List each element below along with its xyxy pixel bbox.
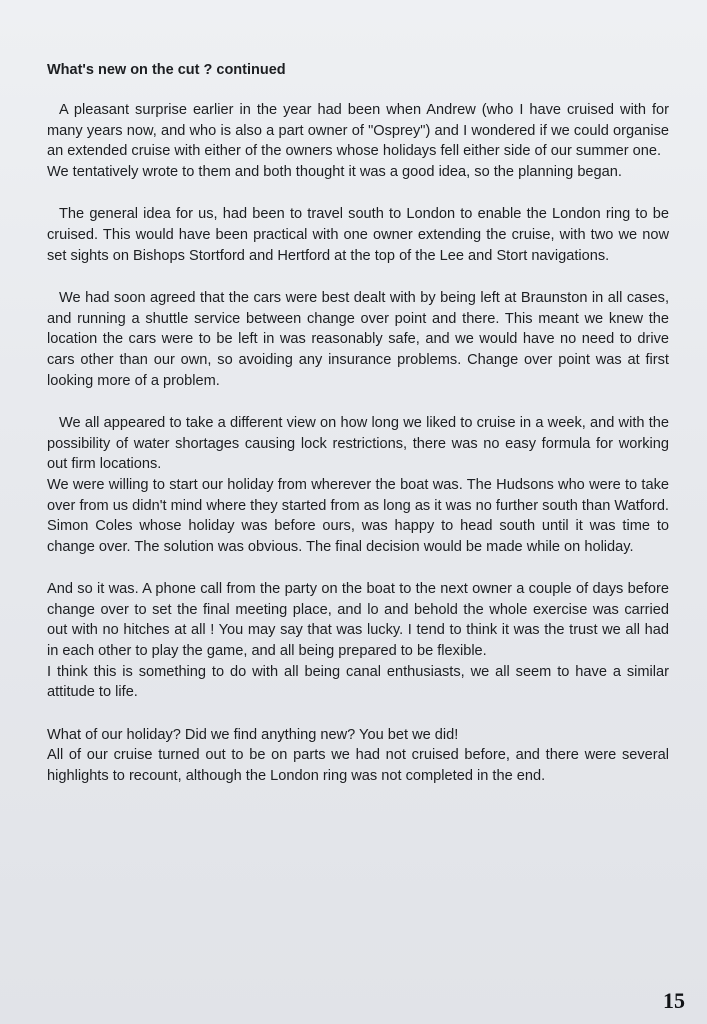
paragraph-9: What of our holiday? Did we find anything new? You bet we did! xyxy=(47,726,459,743)
text-column xyxy=(47,60,669,809)
paragraph-10: All of our cruise turned out to be on parts we had not cruised before, and there were several highlights to recount, although the London ring was not completed in the end. xyxy=(47,747,669,785)
paragraph-4: We had soon agreed that the cars were best dealt with by being left at Braunston in all cases, and running a shuttle service between change over point and there. This meant we knew the location the cars were to be left in was reasonably safe, and we would have no need to drive cars other than our own, so avoiding any insurance problems. Change over point was at first looking more of a problem. xyxy=(47,290,669,389)
paragraph-5: We all appeared to take a different view on how long we liked to cruise in a week, and with the possibility of water shortages causing lock restrictions, there was no easy formula for working out firm locations. xyxy=(47,415,669,473)
page-number: 15 xyxy=(663,988,685,1013)
paragraph-2: We tentatively wrote to them and both thought it was a good idea, so the planning began. xyxy=(47,163,622,180)
paragraph-7: And so it was. A phone call from the party on the boat to the next owner a couple of days before change over to set the final meeting place, and lo and behold the whole exercise was carried out with no hitches at all ! You may say that was lucky. I tend to think it was the trust we all had in each other to play the game, and all being prepared to be flexible. xyxy=(47,581,669,660)
paragraph-1: A pleasant surprise earlier in the year had been when Andrew (who I have cruised with for many years now, and who is also a part owner of "Osprey") and I wondered if we could organise an extended cruise with either of the owners whose holidays fell either side of our summer one. xyxy=(47,102,669,160)
section-heading: What's new on the cut ? continued xyxy=(47,62,286,78)
paragraph-8: I think this is something to do with all being canal enthusiasts, we all seem to have a similar attitude to life. xyxy=(47,663,669,701)
paragraph-6: We were willing to start our holiday from wherever the boat was. The Hudsons who were to take over from us didn't mind where they started from as long as it was no further south than Watford. Simon Coles whose holiday was before ours, was happy to head south until it was time to change over. The solution was obvious. The final decision would be made while on holiday. xyxy=(47,476,669,555)
paragraph-3: The general idea for us, had been to travel south to London to enable the London ring to be cruised. This would have been practical with one owner extending the cruise, with two we now set sights on Bishops Stortford and Hertford at the top of the Lee and Stort navigations. xyxy=(47,206,669,264)
